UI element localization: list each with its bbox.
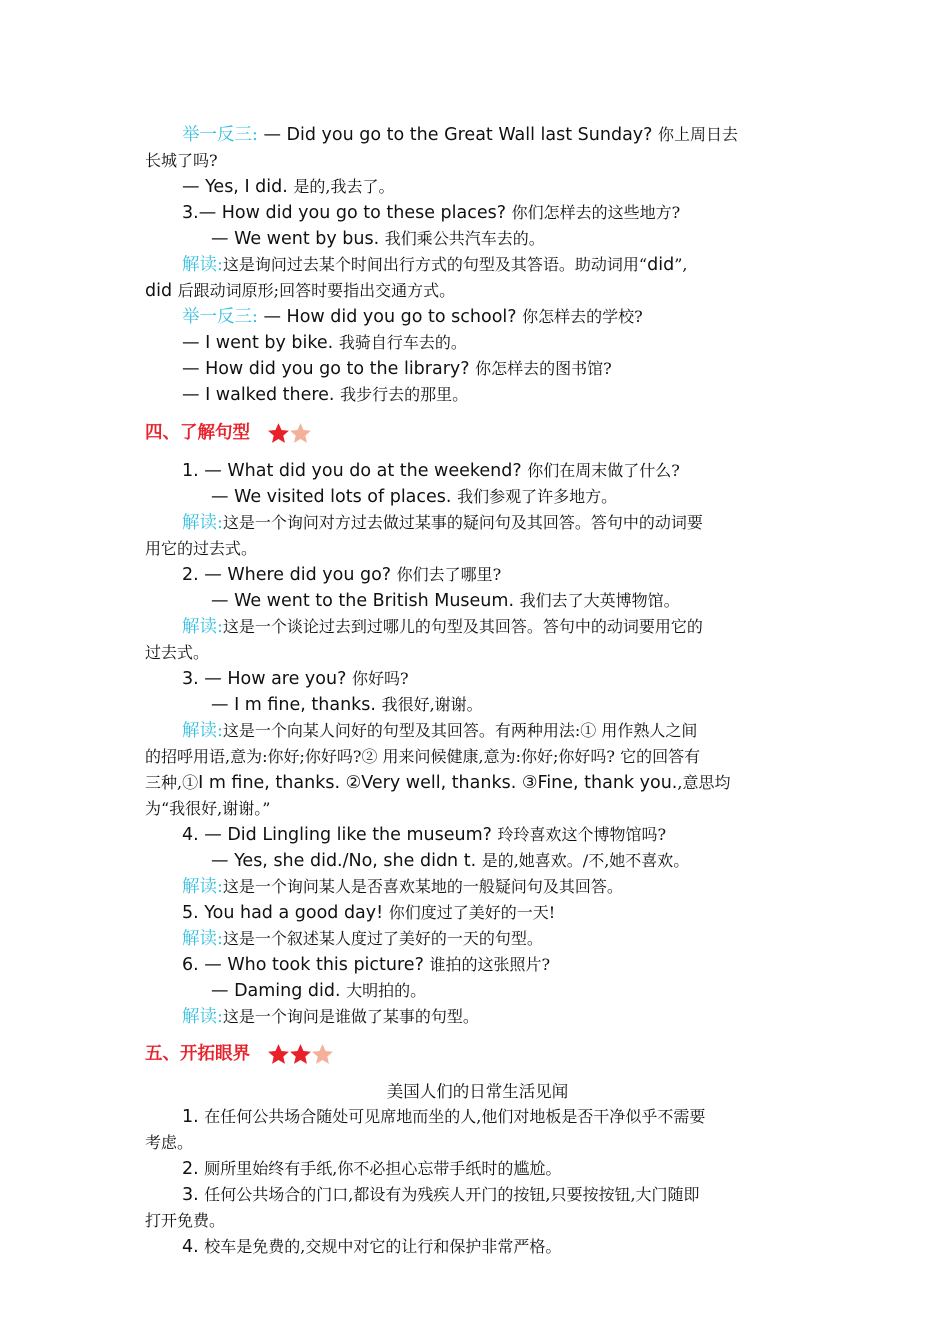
text-line <box>145 588 810 614</box>
chinese-text: 后跟动词原形;回答时要指出交通方式。 <box>177 281 456 300</box>
text-line <box>145 874 810 900</box>
chinese-text: 你们在周末做了什么? <box>527 461 680 480</box>
article-title: 美国人们的日常生活见闻 <box>386 1082 569 1101</box>
english-text: — We visited lots of places. <box>211 487 452 507</box>
text-line <box>145 1208 810 1234</box>
text-line <box>145 796 810 822</box>
line-label: 解读: <box>182 721 223 741</box>
english-text: did <box>647 255 675 275</box>
text-line <box>145 926 810 952</box>
text-line <box>145 822 810 848</box>
chinese-text: ”, <box>674 255 688 274</box>
section-sentence-practice <box>145 122 810 408</box>
english-text: — We went by bus. <box>211 229 380 249</box>
chinese-text: 我们去了大英博物馆。 <box>519 591 680 610</box>
line-label: 解读: <box>182 617 223 637</box>
english-text: 4. — Did Lingling like the museum? <box>182 825 492 845</box>
chinese-text: 你们怎样去的这些地方? <box>511 203 681 222</box>
chinese-text: 大明拍的。 <box>346 981 427 1000</box>
text-line <box>145 770 810 796</box>
chinese-text: 我很好,谢谢。 <box>381 695 483 714</box>
line-label: 解读: <box>182 877 223 897</box>
english-text: — We went to the British Museum. <box>211 591 515 611</box>
chinese-text: 这是一个向某人问好的句型及其回答。有两种用法:① 用作熟人之间 <box>222 721 698 740</box>
text-line <box>145 1004 810 1030</box>
text-line <box>145 484 810 510</box>
chinese-text: 校车是免费的,交规中对它的让行和保护非常严格。 <box>204 1237 562 1256</box>
chinese-text: 考虑。 <box>145 1133 194 1152</box>
chinese-text: 是的,她喜欢。/不,她不喜欢。 <box>481 851 690 870</box>
text-line <box>145 900 810 926</box>
text-line <box>145 640 810 666</box>
text-line <box>145 978 810 1004</box>
chinese-text: 用它的过去式。 <box>145 539 258 558</box>
section-broaden-horizons <box>145 1104 810 1260</box>
chinese-text: 这是一个询问是谁做了某事的句型。 <box>222 1007 479 1026</box>
text-line <box>145 614 810 640</box>
chinese-text: 我步行去的那里。 <box>340 385 469 404</box>
chinese-text: 在任何公共场合随处可见席地而坐的人,他们对地板是否干净似乎不需要 <box>204 1107 706 1126</box>
english-text: 5. You had a good day! <box>182 903 384 923</box>
chinese-text: 打开免费。 <box>145 1211 226 1230</box>
english-text: 4. <box>182 1237 199 1257</box>
chinese-text: 过去式。 <box>145 643 210 662</box>
section-heading-4 <box>145 421 810 446</box>
line-label: 解读: <box>182 513 223 533</box>
text-line <box>145 122 810 148</box>
english-text: 3. — How are you? <box>182 669 347 689</box>
text-line <box>145 848 810 874</box>
chinese-text: 你怎样去的学校? <box>522 307 643 326</box>
text-line <box>145 458 810 484</box>
text-line <box>145 744 810 770</box>
text-line <box>145 536 810 562</box>
chinese-text: 这是一个询问对方过去做过某事的疑问句及其回答。答句中的动词要 <box>222 513 703 532</box>
chinese-text: 的招呼用语,意为:你好;你好吗?② 用来问候健康,意为:你好;你好吗? 它的回答有 <box>145 747 701 766</box>
chinese-text: 这是一个询问某人是否喜欢某地的一般疑问句及其回答。 <box>222 877 623 896</box>
english-text: — Yes, she did./No, she didn t. <box>211 851 477 871</box>
chinese-text: 这是一个谈论过去到过哪儿的句型及其回答。答句中的动词要用它的 <box>222 617 703 636</box>
text-line <box>145 1234 810 1260</box>
english-text: did <box>145 281 173 301</box>
chinese-text: 长城了吗? <box>145 151 218 170</box>
section-understand-sentences <box>145 458 810 1030</box>
text-line <box>145 356 810 382</box>
english-text: 2. <box>182 1159 199 1179</box>
chinese-text: 我们参观了许多地方。 <box>457 487 618 506</box>
line-label: 解读: <box>182 929 223 949</box>
chinese-text: 你好吗? <box>351 669 409 688</box>
english-text: — Daming did. <box>211 981 341 1001</box>
english-text: — I went by bike. <box>182 333 334 353</box>
text-line <box>145 382 810 408</box>
chinese-text: 厕所里始终有手纸,你不必担心忘带手纸时的尴尬。 <box>204 1159 562 1178</box>
text-line <box>145 1156 810 1182</box>
text-line <box>145 174 810 200</box>
english-text: 2. — Where did you go? <box>182 565 392 585</box>
text-line <box>145 1182 810 1208</box>
english-text: — Did you go to the Great Wall last Sunday? <box>263 125 653 145</box>
english-text: — I m fine, thanks. <box>211 695 376 715</box>
text-line <box>145 718 810 744</box>
difficulty-stars <box>266 1042 332 1067</box>
text-line <box>145 1130 810 1156</box>
chinese-text: 你们去了哪里? <box>396 565 502 584</box>
chinese-text: 你怎样去的图书馆? <box>475 359 612 378</box>
star-icon <box>310 1042 335 1067</box>
document-content <box>145 122 810 1260</box>
chinese-text: 是的,我去了。 <box>293 177 395 196</box>
difficulty-stars <box>266 421 310 446</box>
text-line <box>145 510 810 536</box>
chinese-text: 谁拍的这张照片? <box>429 955 551 974</box>
chinese-text: 这是一个叙述某人度过了美好的一天的句型。 <box>222 929 543 948</box>
english-text: 6. — Who took this picture? <box>182 955 424 975</box>
chinese-text: 我们乘公共汽车去的。 <box>384 229 545 248</box>
text-line <box>145 278 810 304</box>
text-line <box>145 1104 810 1130</box>
heading-text: 五、开拓眼界 <box>145 1044 250 1064</box>
heading-text: 四、了解句型 <box>145 423 250 443</box>
chinese-text: 为“我很好,谢谢。” <box>145 799 271 818</box>
chinese-text: 我骑自行车去的。 <box>338 333 467 352</box>
text-line <box>145 330 810 356</box>
chinese-text: 这是询问过去某个时间出行方式的句型及其答语。助动词用“ <box>222 255 648 274</box>
text-line <box>145 226 810 252</box>
text-line <box>145 200 810 226</box>
text-line <box>145 692 810 718</box>
english-text: I m fine, thanks. ②Very well, thanks. ③Fine, thank you. <box>198 773 678 793</box>
chinese-text: 你们度过了美好的一天! <box>388 903 556 922</box>
chinese-text: 三种,① <box>145 773 199 792</box>
text-line <box>145 252 810 278</box>
line-label: 解读: <box>182 1007 223 1027</box>
text-line <box>145 666 810 692</box>
chinese-text: 你上周日去 <box>658 125 739 144</box>
english-text: — How did you go to school? <box>263 307 517 327</box>
english-text: — I walked there. <box>182 385 335 405</box>
english-text: 3. <box>182 1185 199 1205</box>
text-line <box>145 952 810 978</box>
star-icon <box>288 421 313 446</box>
chinese-text: 任何公共场合的门口,都设有为残疾人开门的按钮,只要按按钮,大门随即 <box>204 1185 700 1204</box>
chinese-text: 玲玲喜欢这个博物馆吗? <box>497 825 667 844</box>
section-heading-5 <box>145 1042 810 1067</box>
line-label: 举一反三: <box>182 307 258 327</box>
english-text: — How did you go to the library? <box>182 359 470 379</box>
english-text: 1. <box>182 1107 199 1127</box>
english-text: 1. — What did you do at the weekend? <box>182 461 522 481</box>
english-text: 3.— How did you go to these places? <box>182 203 507 223</box>
text-line <box>145 304 810 330</box>
line-label: 举一反三: <box>182 125 258 145</box>
chinese-text: ,意思均 <box>677 773 731 792</box>
text-line <box>145 148 810 174</box>
line-label: 解读: <box>182 255 223 275</box>
english-text: — Yes, I did. <box>182 177 288 197</box>
text-line <box>145 562 810 588</box>
